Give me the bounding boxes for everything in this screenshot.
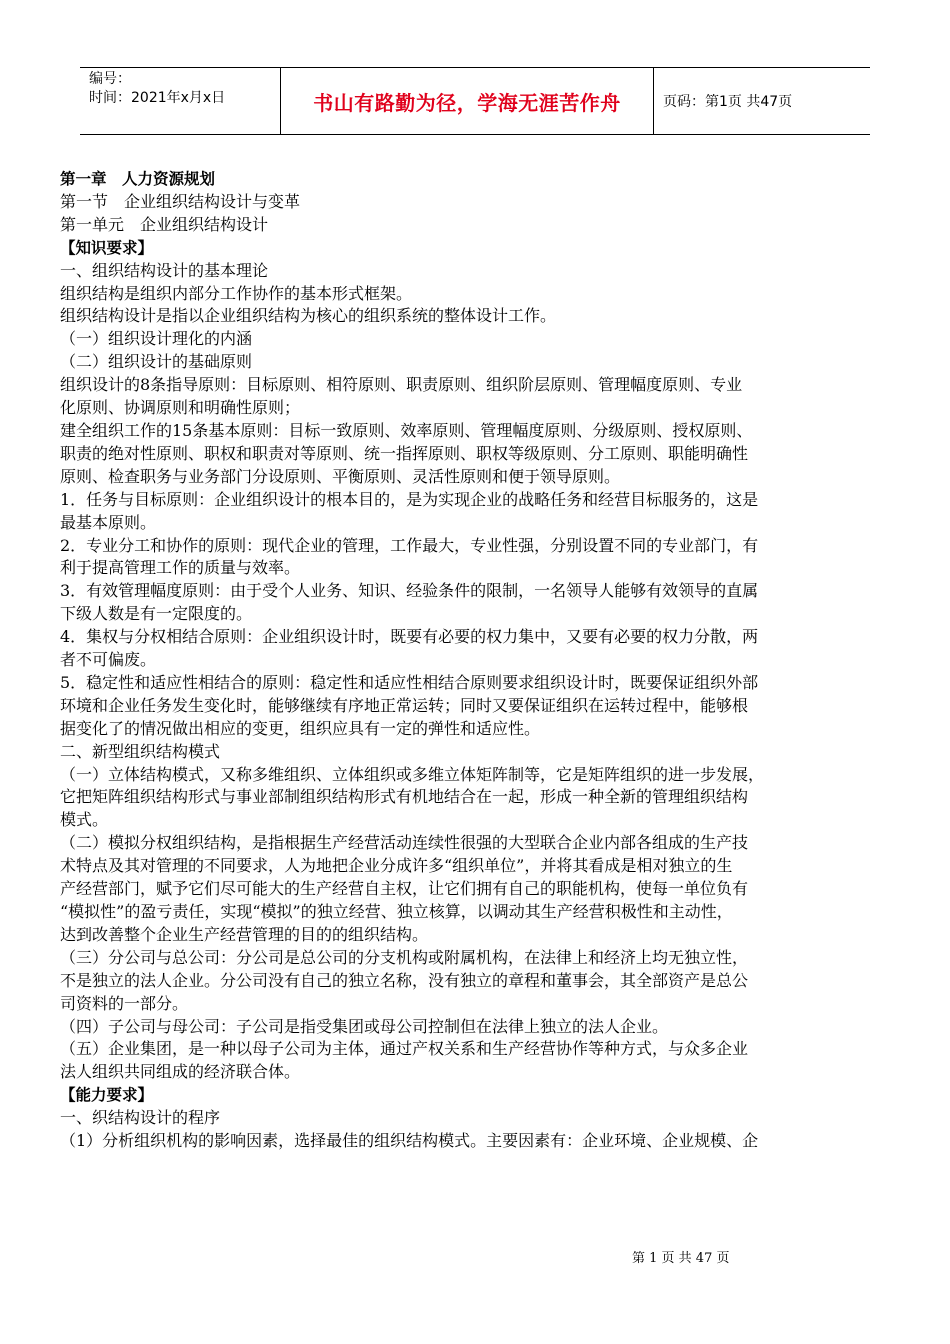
text-line: 它把矩阵组织结构形式与事业部制组织结构形式有机地结合在一起，形成一种全新的管理组织结构 xyxy=(60,787,749,807)
document-number-label: 编号： xyxy=(89,71,131,87)
text-line: 模式。 xyxy=(60,810,109,830)
text-line: 最基本原则。 xyxy=(60,512,157,532)
text-line: 产经营部门，赋予它们尽可能大的生产经营自主权，让它们拥有自己的职能机构，使每一单位负有 xyxy=(60,879,749,899)
text-line: 建全组织工作的15条基本原则：目标一致原则、效率原则、管理幅度原则、分级原则、授权原则、 xyxy=(60,420,753,440)
text-line: 组织结构是组织内部分工作协作的基本形式框架。 xyxy=(60,283,413,303)
text-line: 者不可偏废。 xyxy=(60,650,157,670)
text-line: （五）企业集团，是一种以母子公司为主体，通过产权关系和生产经营协作等种方式，与众多企业 xyxy=(60,1039,749,1059)
text-line: 术特点及其对管理的不同要求，人为地把企业分成许多“组织单位”，并将其看成是相对独立的生 xyxy=(60,856,733,876)
page-footer: 第 1 页 共 47 页 xyxy=(632,1251,730,1266)
text-line: 环境和企业任务发生变化时，能够继续有序地正常运转；同时又要保证组织在运转过程中，能够根 xyxy=(60,695,749,715)
text-line: 利于提高管理工作的质量与效率。 xyxy=(60,558,301,578)
document-body xyxy=(60,168,892,1153)
text-line: 3．有效管理幅度原则：由于受个人业务、知识、经验条件的限制，一名领导人能够有效领导的直属 xyxy=(60,581,759,601)
section-heading: 【知识要求】 xyxy=(60,238,154,257)
text-line: （一）组织设计理化的内涵 xyxy=(60,329,253,349)
text-line: （二）模拟分权组织结构，是指根据生产经营活动连续性很强的大型联合企业内部各组成的生产技 xyxy=(60,833,749,853)
header-motto-cell xyxy=(281,68,654,134)
text-line: 5．稳定性和适应性相结合的原则：稳定性和适应性相结合原则要求组织设计时，既要保证组织外部 xyxy=(60,672,759,692)
text-line: （一）立体结构模式，又称多维组织、立体组织或多维立体矩阵制等，它是矩阵组织的进一步发展， xyxy=(60,764,765,784)
text-line: 组织结构设计是指以企业组织结构为核心的组织系统的整体设计工作。 xyxy=(60,306,557,326)
section-heading: 第一章 人力资源规划 xyxy=(60,170,216,188)
text-line: 一、组织结构设计的基本理论 xyxy=(60,260,269,280)
header-page-info: 页码：第1页 共47页 xyxy=(663,94,793,110)
section-heading: 【能力要求】 xyxy=(60,1086,154,1105)
text-line: 职责的绝对性原则、职权和职责对等原则、统一指挥原则、职权等级原则、分工原则、职能明确性 xyxy=(60,443,749,463)
text-line: （四）子公司与母公司：子公司是指受集团或母公司控制但在法律上独立的法人企业。 xyxy=(60,1016,669,1036)
text-line: 司资料的一部分。 xyxy=(60,993,189,1013)
text-line: 不是独立的法人企业。分公司没有自己的独立名称，没有独立的章程和董事会，其全部资产是总公 xyxy=(60,970,749,990)
text-line: 原则、检查职务与业务部门分设原则、平衡原则、灵活性原则和便于领导原则。 xyxy=(60,466,621,486)
header-motto: 书山有路勤为径，学海无涯苦作舟 xyxy=(313,90,621,115)
text-line: 据变化了的情况做出相应的变更，组织应具有一定的弹性和适应性。 xyxy=(60,718,541,738)
text-line: 化原则、协调原则和明确性原则； xyxy=(60,398,301,418)
header-meta-cell xyxy=(80,68,281,134)
text-line: （二）组织设计的基础原则 xyxy=(60,352,253,372)
header-page-cell xyxy=(654,68,870,134)
text-line: 第一单元 企业组织结构设计 xyxy=(60,214,269,234)
text-line: 2．专业分工和协作的原则：现代企业的管理，工作最大，专业性强，分别设置不同的专业部门，有 xyxy=(60,535,759,555)
text-line: 第一节 企业组织结构设计与变革 xyxy=(60,191,301,211)
text-line: 法人组织共同组成的经济联合体。 xyxy=(60,1062,301,1082)
text-line: 达到改善整个企业生产经营管理的目的的组织结构。 xyxy=(60,924,429,944)
text-line: 组织设计的8条指导原则：目标原则、相符原则、职责原则、组织阶层原则、管理幅度原则、专业 xyxy=(60,375,743,395)
document-header xyxy=(80,67,870,135)
text-line: （1）分析组织机构的影响因素，选择最佳的组织结构模式。主要因素有：企业环境、企业规模、企 xyxy=(60,1131,759,1151)
text-line: （三）分公司与总公司：分公司是总公司的分支机构或附属机构，在法律上和经济上均无独立性， xyxy=(60,947,749,967)
text-line: 二、新型组织结构模式 xyxy=(60,741,221,761)
text-line: 4．集权与分权相结合原则：企业组织设计时，既要有必要的权力集中，又要有必要的权力分散，两 xyxy=(60,627,759,647)
text-line: 1．任务与目标原则：企业组织设计的根本目的，是为实现企业的战略任务和经营目标服务的，这是 xyxy=(60,489,759,509)
document-date: 时间：2021年x月x日 xyxy=(89,90,226,106)
text-line: 下级人数是有一定限度的。 xyxy=(60,604,253,624)
text-line: “模拟性”的盈亏责任，实现“模拟”的独立经营、独立核算，以调动其生产经营积极性和主动性， xyxy=(60,902,733,921)
text-line: 一、织结构设计的程序 xyxy=(60,1108,221,1128)
